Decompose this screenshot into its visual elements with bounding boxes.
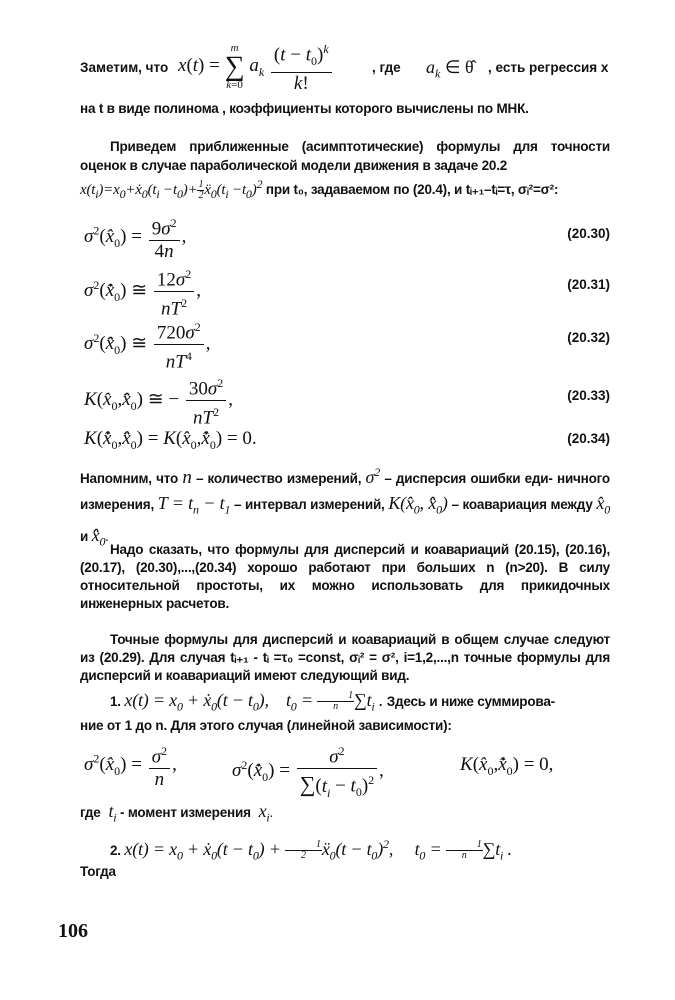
reminder-g: коавариация между (462, 497, 593, 512)
reminder-b: – количество измерений, (195, 471, 362, 486)
reminder-f: – (451, 497, 459, 512)
equation-20-32-number: (20.32) (567, 330, 610, 345)
intro-line2: на t в виде полинома , коэффициенты которого вычислены по МНК. (80, 101, 529, 116)
item-1-number: 1. (110, 694, 121, 709)
item-1 (80, 689, 610, 718)
reminder-paragraph: Напомним, что n – количество измерений, $\sigma^2$ – дисперсия ошибки еди- ничного измерения, $T = t_n - t_1$ – интервал измерений, $K(x̂_0$, $x̂̈_0$) – коавариация между $x̂_0$ и $x̂̈_0$. (80, 465, 610, 549)
linear-var-x0: $\sigma^2(x̂_0)$ = $\frac{\sigma^2}{n}$ , (84, 740, 177, 791)
regression-formula: x(t) = m ∑ k=0 $a_k$ $\frac{(t - t_0)^k}{k!}$ (178, 38, 334, 95)
reminder-a: Напомним, что (80, 471, 179, 486)
equation-20-31 (80, 263, 610, 320)
ti-symbol: $t_i$ (104, 801, 117, 825)
asymptotic-intro-tail: при t₀, задаваемом по (20.4), и tᵢ₊₁–tᵢ=τ, σᵢ²=σ²: (265, 182, 559, 197)
covariance-symbol: $K(x̂_0$, $x̂̈_0$) (388, 493, 448, 517)
intro-tail2: , есть регрессия x (488, 60, 609, 75)
note-paragraph: Надо сказать, что формулы для дисперсий и коавариаций (20.15), (20.16), (20.17), (20.30),...,(20.34) хорошо работают при больших n (n>20). В силу относительной простоты, их можно использовать для прикидочных инженерных расчетов. (80, 542, 610, 611)
equation-20-30-number: (20.30) (567, 226, 610, 241)
exact-formulas-paragraph: Точные формулы для дисперсий и коавариаций в общем случае следуют из (20.29). Для случая tᵢ₊₁ - tᵢ =τ₀ =const, σᵢ² = σ², i=1,2,...,n точные формулы для дисперсий и коавариаций имеют следующий вид. (80, 632, 610, 683)
equation-20-33-number: (20.33) (567, 388, 610, 403)
equation-20-34 (80, 428, 610, 454)
reminder-e: – интервал измерений, (234, 497, 385, 512)
linear-var-x0dot: $\sigma^2(x̂̇_0)$ = $\frac{\sigma^2}{\sum(t_i - t_0)^2}$ , (232, 740, 384, 803)
intro-tail1: , где (372, 60, 401, 75)
intro-lead: Заметим, что (80, 60, 169, 75)
item-1-tail: Здесь и ниже суммирова- (386, 694, 555, 709)
interval-formula: $T = t_n - t_1$ (157, 493, 231, 517)
xi-symbol: $x_i$ (254, 801, 270, 825)
linear-case-formulas (84, 740, 614, 800)
equation-20-32 (80, 316, 610, 373)
reminder-d: ничного измерения, (80, 471, 610, 512)
reminder-h: и (80, 528, 89, 544)
note-b: - момент измерения (119, 805, 251, 820)
equation-20-34-formula: $K(x̂̇_0,x̂̈_0)$ = $K(x̂_0,x̂̇_0) = 0$. (84, 428, 257, 452)
intro-formula-line (80, 38, 620, 98)
n-symbol: n (182, 467, 192, 488)
coef-symbol: $a_k$ ∈ θ̂ (426, 57, 474, 81)
equation-20-31-formula: $\sigma^2(x̂̇_0)$ ≅ $\frac{12\sigma^2}{nT^2}$ , (84, 263, 201, 321)
equation-20-31-number: (20.31) (567, 277, 610, 292)
note-a: где (80, 805, 101, 820)
linear-model-formula: $x(t) = x_0$ + ẋ$_0$(t − $t_0$), $t_0$ = $\frac{1}{n}\sum t_i$ . (124, 690, 384, 714)
reminder-c: – дисперсия ошибки еди- (384, 471, 553, 486)
equation-20-30-formula: $\sigma^2(x̂_0)$ = $\frac{9\sigma^2}{4n}$ , (84, 212, 186, 263)
togda-line: Тогда (80, 864, 116, 879)
parabolic-formula: $x(t) = x_0$ + ẋ$_0$(t − $t_0$) + $\frac{1}{2}ẍ_0(t - t_0)^2$, $t_0$ = $\frac{1}{n}\sum t_i$ . (124, 837, 512, 863)
parabolic-model-formula: $x(t_i)=x_0+ẋ_0(t_i -t_0)+$ $\frac{1}{2}ẍ_0(t_i -t_0)^2$ (80, 177, 263, 202)
linear-covariance: $K(x̂_0,x̂̇_0) = 0$, (460, 754, 554, 778)
equation-20-30 (80, 212, 610, 262)
equation-20-34-number: (20.34) (567, 431, 610, 446)
equation-20-32-formula: $\sigma^2(x̂̈_0)$ ≅ $\frac{720\sigma^2}{nT^4}$ , (84, 316, 211, 374)
item-1-line2: ние от 1 до n. Для этого случая (линейной зависимости): (80, 718, 452, 733)
sigma2-symbol: $\sigma^2$ (365, 465, 381, 487)
x0-symbol: $x̂_0$ (596, 493, 610, 517)
x0-dd-symbol: $x̂̈_0$ (91, 524, 106, 549)
equation-20-33-formula: $K(x̂_0,x̂̈_0)$ ≅ − $\frac{30\sigma^2}{nT^2}$ , (84, 372, 233, 430)
asymptotic-intro-text: Приведем приближенные (асимптотические) формулы для точности оценок в случае параболической модели движения в задаче 20.2 (80, 139, 610, 173)
asymptotic-intro (80, 137, 610, 204)
item-2-number: 2. (110, 843, 121, 858)
measurement-note: где $t_i$ - момент измерения $x_i$. (80, 801, 273, 825)
equation-20-33 (80, 372, 610, 429)
page-number: 106 (58, 920, 88, 942)
